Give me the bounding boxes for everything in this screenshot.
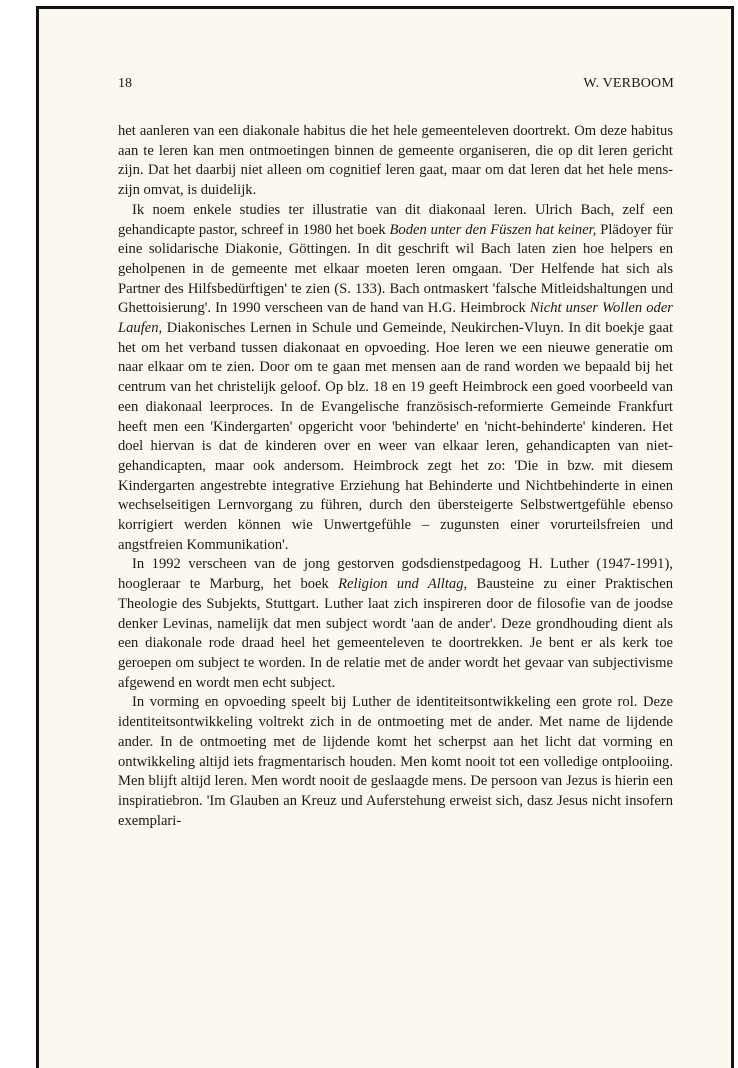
- page-header: [118, 76, 674, 96]
- paragraph: In 1992 verscheen van de jong gestorven godsdienstpedagoog H. Luther (1947-1991), hoogleraar te Marburg, het boek Religion und Alltag, Bausteine zu einer Praktischen Theologie des Subjekts, Stuttgart. Luther laat zich inspireren door de filosofie van de joodse denker Levinas, namelijk dat men subject wordt 'aan de ander'. Deze grondhouding dient als een diakonale rode draad heel het gemeenteleven te doortrekken. Je bent er als kerk toe geroepen om subject te worden. In de relatie met de ander wordt het gevaar van subjectivisme afgewend en wordt men echt subject.: [118, 556, 673, 691]
- document-page: [36, 6, 734, 1068]
- paragraph: het aanleren van een diakonale habitus die het hele gemeenteleven doortrekt. Om deze habitus aan te leren kan men ontmoetingen binnen de gemeente organiseren, die op dit leren gericht zijn. Dat het daarbij niet alleen om cognitief leren gaat, maar om dat leren dat het hele mens-zijn omvat, is duidelijk.: [118, 123, 673, 199]
- page-number: 18: [118, 76, 132, 91]
- running-title: W. VERBOOM: [583, 76, 674, 91]
- book-title: Boden unter den Füszen hat keiner,: [389, 221, 597, 238]
- paragraph: In vorming en opvoeding speelt bij Luther de identiteitsontwikkeling een grote rol. Deze identiteitsontwikkeling voltrekt zich in de ontmoeting met de ander. Met name de lijdende ander. In de ontmoeting met de lijdende komt het scherpst aan het licht dat vorming en ontwikkeling altijd iets fragmentarisch houden. Men komt nooit tot een volledige ontplooiing. Men blijft altijd leren. Men wordt nooit de geslaagde mens. De persoon van Jezus is hierin een inspiratiebron. 'Im Glauben an Kreuz und Auferstehung erweist sich, dasz Jesus nicht insofern exemplari-: [118, 694, 673, 829]
- book-title: Religion und Alltag,: [338, 576, 468, 593]
- paragraph: Ik noem enkele studies ter illustratie van dit diakonaal leren. Ulrich Bach, zelf een gehandicapte pastor, schreef in 1980 het boek Boden unter den Füszen hat keiner, Plädoyer für eine solidarische Diakonie, Göttingen. In dit geschrift wil Bach laten zien hoe helpers en geholpenen in de gemeente met elkaar moeten leren omgaan. 'Der Helfende hat sich als Partner des Hilfsbedürftigen' te zien (S. 133). Bach ontmaskert 'falsche Mitleidshaltungen und Ghettoisierung'. In 1990 verscheen van de hand van H.G. Heimbrock Nicht unser Wollen oder Laufen, Diakonisches Lernen in Schule und Gemeinde, Neukirchen-Vluyn. In dit boekje gaat het om het verband tussen diakonaat en opvoeding. Hoe leren we een nieuwe generatie om naar elkaar om te zien. Door om te gaan met mensen aan de rand worden we bepaald bij het centrum van het christelijk geloof. Op blz. 18 en 19 geeft Heimbrock een goed voorbeeld van een diakonaal leerproces. In de Evangelische französisch-reformierte Gemeinde Frankfurt heeft men een 'Kindergarten' opgericht voor 'behinderte' en 'nicht-behinderte' kinderen. Het doel hiervan is dat de kinderen over en weer van elkaar leren, gehandicapten van niet-gehandicapten, maar ook andersom. Heimbrock zegt het zo: 'Die in bzw. mit diesem Kindergarten angestrebte integrative Erziehung hat Behinderte und Nichtbehinderte in einen wechselseitigen Lernvorgang zu führen, durch den übersteigerte Selbstwertgefühle ebenso korrigiert werden können wie Unwertgefühle – zugunsten einer vorurteilsfreien und angstfreien Kommunikation'.: [118, 201, 673, 553]
- book-title: Nicht unser Wollen oder Laufen,: [118, 300, 673, 337]
- body-text: [118, 122, 673, 831]
